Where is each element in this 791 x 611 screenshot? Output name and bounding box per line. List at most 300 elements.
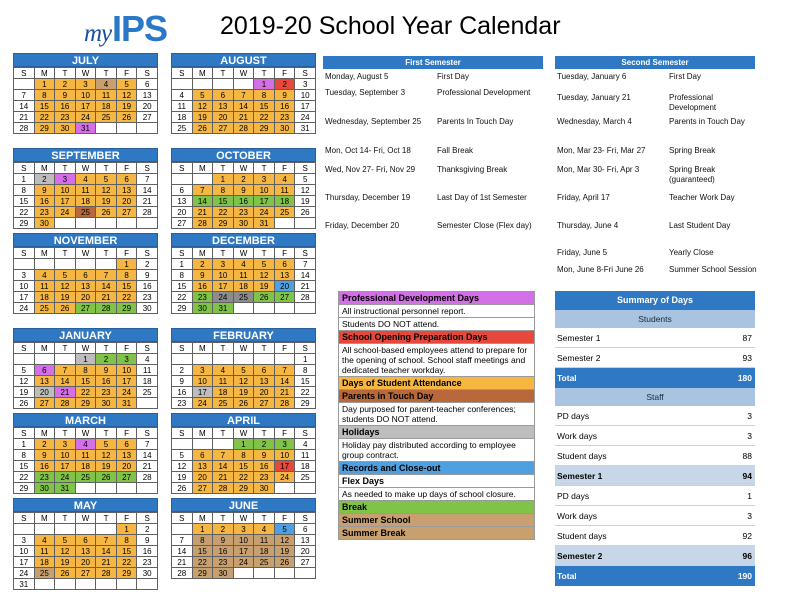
day-cell: 19 bbox=[295, 196, 316, 207]
event-date: Thursday, December 19 bbox=[325, 193, 411, 202]
day-cell: 20 bbox=[295, 546, 316, 557]
month-title: JULY bbox=[13, 53, 158, 67]
event-date: Friday, June 5 bbox=[557, 248, 608, 257]
day-cell: 4 bbox=[274, 174, 295, 185]
day-cell: 7 bbox=[192, 185, 213, 196]
students-label: Semester 2 bbox=[557, 353, 601, 363]
month-december bbox=[171, 233, 316, 314]
day-cell: 29 bbox=[213, 218, 234, 229]
day-cell: 12 bbox=[96, 185, 117, 196]
day-cell: 24 bbox=[116, 387, 137, 398]
day-cell: 30 bbox=[34, 218, 55, 229]
day-cell: 29 bbox=[116, 568, 137, 579]
weekday-header: S bbox=[172, 163, 193, 174]
event-date: Mon, Oct 14- Fri, Oct 18 bbox=[325, 146, 411, 155]
day-cell: 15 bbox=[116, 281, 137, 292]
day-cell: 11 bbox=[274, 185, 295, 196]
grand-total-label: Total bbox=[557, 571, 577, 581]
day-cell: 14 bbox=[172, 546, 193, 557]
month-title: OCTOBER bbox=[171, 148, 316, 162]
day-cell: 22 bbox=[75, 387, 96, 398]
day-cell: 8 bbox=[14, 450, 35, 461]
grand-total-row bbox=[555, 566, 755, 586]
weekday-header: S bbox=[137, 513, 158, 524]
students-total-label: Total bbox=[557, 373, 577, 383]
day-cell: 10 bbox=[116, 365, 137, 376]
month-june bbox=[171, 498, 316, 579]
event-name: Spring Break bbox=[669, 146, 716, 155]
day-cell: 14 bbox=[137, 185, 158, 196]
weekday-header: F bbox=[274, 248, 295, 259]
day-cell: 13 bbox=[274, 270, 295, 281]
weekday-header: S bbox=[172, 428, 193, 439]
day-cell: 20 bbox=[192, 472, 213, 483]
weekday-header: F bbox=[274, 513, 295, 524]
day-cell: 2 bbox=[233, 174, 254, 185]
day-cell bbox=[254, 354, 275, 365]
weekday-header: S bbox=[295, 163, 316, 174]
day-cell: 10 bbox=[55, 450, 76, 461]
day-cell: 19 bbox=[96, 196, 117, 207]
day-cell bbox=[55, 579, 76, 590]
day-cell: 30 bbox=[233, 218, 254, 229]
day-cell: 31 bbox=[213, 303, 234, 314]
event-name: Parents In Touch Day bbox=[437, 117, 514, 126]
day-cell bbox=[96, 259, 117, 270]
weekday-header: M bbox=[34, 513, 55, 524]
month-title: APRIL bbox=[171, 413, 316, 427]
day-cell: 15 bbox=[213, 196, 234, 207]
day-cell: 25 bbox=[34, 303, 55, 314]
day-cell: 27 bbox=[172, 218, 193, 229]
day-cell: 8 bbox=[172, 270, 193, 281]
day-cell bbox=[233, 79, 254, 90]
day-cell bbox=[116, 218, 137, 229]
day-cell bbox=[96, 218, 117, 229]
day-cell: 6 bbox=[192, 450, 213, 461]
day-cell: 28 bbox=[213, 483, 234, 494]
day-cell bbox=[34, 354, 55, 365]
weekday-header: S bbox=[14, 343, 35, 354]
day-cell: 1 bbox=[172, 259, 193, 270]
day-cell bbox=[75, 524, 96, 535]
weekday-header: M bbox=[34, 343, 55, 354]
day-cell: 30 bbox=[254, 483, 275, 494]
day-cell: 19 bbox=[172, 472, 193, 483]
day-cell: 19 bbox=[55, 292, 76, 303]
event-name: Teacher Work Day bbox=[669, 193, 735, 202]
logo-my: my bbox=[84, 20, 112, 47]
day-cell: 29 bbox=[14, 483, 35, 494]
weekday-header: M bbox=[192, 513, 213, 524]
day-cell: 20 bbox=[172, 207, 193, 218]
day-cell: 15 bbox=[75, 376, 96, 387]
day-cell bbox=[34, 259, 55, 270]
day-cell: 29 bbox=[295, 398, 316, 409]
month-title: AUGUST bbox=[171, 53, 316, 67]
day-cell: 2 bbox=[96, 354, 117, 365]
weekday-header: T bbox=[254, 68, 275, 79]
day-cell: 19 bbox=[233, 387, 254, 398]
day-cell: 12 bbox=[55, 546, 76, 557]
day-cell: 1 bbox=[254, 79, 275, 90]
weekday-header: S bbox=[137, 163, 158, 174]
day-cell: 1 bbox=[116, 524, 137, 535]
day-cell bbox=[274, 303, 295, 314]
day-cell: 13 bbox=[172, 196, 193, 207]
day-cell: 8 bbox=[14, 185, 35, 196]
day-cell bbox=[172, 354, 193, 365]
legend-key: Flex Days bbox=[338, 475, 535, 488]
weekday-header: S bbox=[14, 68, 35, 79]
first-semester-header: First Semester bbox=[323, 56, 543, 69]
day-cell: 31 bbox=[295, 123, 316, 134]
day-cell: 5 bbox=[96, 439, 117, 450]
day-cell: 21 bbox=[96, 292, 117, 303]
staff-semester2-item-row bbox=[555, 526, 755, 546]
event-name: Fall Break bbox=[437, 146, 474, 155]
weekday-header: T bbox=[96, 163, 117, 174]
day-cell: 3 bbox=[274, 439, 295, 450]
day-cell: 27 bbox=[295, 557, 316, 568]
month-february bbox=[171, 328, 316, 409]
weekday-header: S bbox=[14, 163, 35, 174]
day-cell: 27 bbox=[137, 112, 158, 123]
day-cell: 3 bbox=[116, 354, 137, 365]
day-cell: 9 bbox=[192, 270, 213, 281]
day-cell: 23 bbox=[172, 398, 193, 409]
weekday-header: W bbox=[75, 68, 96, 79]
month-title: JANUARY bbox=[13, 328, 158, 342]
day-cell: 11 bbox=[34, 546, 55, 557]
day-cell: 5 bbox=[192, 90, 213, 101]
day-cell: 3 bbox=[213, 259, 234, 270]
day-cell: 24 bbox=[192, 398, 213, 409]
weekday-header: W bbox=[75, 428, 96, 439]
day-cell: 9 bbox=[254, 450, 275, 461]
day-cell bbox=[295, 218, 316, 229]
day-cell: 4 bbox=[96, 79, 117, 90]
day-cell bbox=[34, 579, 55, 590]
staff-semester1-item-row bbox=[555, 446, 755, 466]
weekday-header: T bbox=[55, 68, 76, 79]
event-name: Semester Close (Flex day) bbox=[437, 221, 532, 230]
students-label: Semester 1 bbox=[557, 333, 601, 343]
weekday-header: S bbox=[14, 513, 35, 524]
day-cell: 25 bbox=[75, 207, 96, 218]
event-name: Thanksgiving Break bbox=[437, 165, 508, 174]
day-cell: 4 bbox=[75, 439, 96, 450]
month-title: JUNE bbox=[171, 498, 316, 512]
weekday-header: M bbox=[34, 163, 55, 174]
day-cell: 6 bbox=[75, 270, 96, 281]
weekday-header: W bbox=[233, 428, 254, 439]
day-cell bbox=[137, 218, 158, 229]
legend-description: Students DO NOT attend. bbox=[338, 318, 535, 331]
weekday-header: W bbox=[75, 343, 96, 354]
day-cell: 12 bbox=[14, 376, 35, 387]
day-cell: 28 bbox=[14, 123, 35, 134]
day-cell bbox=[96, 483, 117, 494]
month-november bbox=[13, 233, 158, 314]
day-cell bbox=[14, 524, 35, 535]
month-title: NOVEMBER bbox=[13, 233, 158, 247]
day-cell: 30 bbox=[213, 568, 234, 579]
month-may bbox=[13, 498, 158, 590]
day-cell: 24 bbox=[233, 557, 254, 568]
day-cell: 18 bbox=[75, 461, 96, 472]
day-cell bbox=[55, 218, 76, 229]
day-cell: 29 bbox=[192, 568, 213, 579]
day-cell: 25 bbox=[295, 472, 316, 483]
weekday-header: T bbox=[254, 428, 275, 439]
day-cell: 25 bbox=[75, 472, 96, 483]
weekday-header: S bbox=[295, 248, 316, 259]
staff-semester1-item-label: Student days bbox=[557, 451, 607, 461]
day-cell: 21 bbox=[295, 281, 316, 292]
day-cell: 23 bbox=[233, 207, 254, 218]
weekday-header: W bbox=[233, 513, 254, 524]
weekday-header: S bbox=[14, 428, 35, 439]
legend bbox=[338, 291, 535, 540]
day-cell bbox=[75, 218, 96, 229]
day-cell: 25 bbox=[96, 112, 117, 123]
day-cell: 19 bbox=[14, 387, 35, 398]
weekday-header: F bbox=[116, 163, 137, 174]
weekday-header: F bbox=[116, 248, 137, 259]
day-cell: 21 bbox=[55, 387, 76, 398]
day-cell: 23 bbox=[34, 472, 55, 483]
day-cell: 21 bbox=[137, 461, 158, 472]
students-value: 93 bbox=[742, 353, 752, 363]
weekday-header: M bbox=[34, 428, 55, 439]
day-cell: 31 bbox=[14, 579, 35, 590]
event-date: Thursday, June 4 bbox=[557, 221, 619, 230]
staff-semester1-item-value: 3 bbox=[747, 411, 752, 421]
day-cell: 13 bbox=[213, 101, 234, 112]
day-cell: 18 bbox=[233, 281, 254, 292]
day-cell: 8 bbox=[254, 90, 275, 101]
day-cell: 13 bbox=[254, 376, 275, 387]
day-cell: 15 bbox=[192, 546, 213, 557]
day-cell: 4 bbox=[75, 174, 96, 185]
day-cell: 21 bbox=[274, 387, 295, 398]
month-title: SEPTEMBER bbox=[13, 148, 158, 162]
staff-semester2-item-value: 1 bbox=[747, 491, 752, 501]
day-cell: 9 bbox=[213, 535, 234, 546]
day-cell: 12 bbox=[96, 450, 117, 461]
day-cell: 17 bbox=[55, 196, 76, 207]
event-date: Mon, June 8-Fri June 26 bbox=[557, 265, 644, 274]
month-title: DECEMBER bbox=[171, 233, 316, 247]
day-cell: 6 bbox=[75, 535, 96, 546]
day-cell bbox=[137, 579, 158, 590]
staff-semester1-label: Semester 1 bbox=[557, 471, 603, 481]
legend-key: School Opening Preparation Days bbox=[338, 331, 535, 344]
day-cell: 31 bbox=[55, 483, 76, 494]
day-cell: 6 bbox=[295, 524, 316, 535]
day-cell: 14 bbox=[55, 376, 76, 387]
day-cell: 4 bbox=[213, 365, 234, 376]
weekday-header: W bbox=[75, 513, 96, 524]
day-cell bbox=[172, 174, 193, 185]
day-cell bbox=[96, 123, 117, 134]
day-cell: 26 bbox=[14, 398, 35, 409]
page-title: 2019-20 School Year Calendar bbox=[220, 12, 561, 40]
day-cell: 22 bbox=[295, 387, 316, 398]
weekday-header: T bbox=[96, 513, 117, 524]
legend-key: Break bbox=[338, 501, 535, 514]
day-cell: 5 bbox=[274, 524, 295, 535]
event-date: Wednesday, September 25 bbox=[325, 117, 422, 126]
day-cell bbox=[96, 524, 117, 535]
day-cell: 1 bbox=[192, 524, 213, 535]
day-cell: 16 bbox=[192, 281, 213, 292]
day-cell: 14 bbox=[274, 376, 295, 387]
day-cell: 30 bbox=[192, 303, 213, 314]
weekday-header: W bbox=[233, 163, 254, 174]
day-cell: 7 bbox=[137, 439, 158, 450]
day-cell: 5 bbox=[55, 535, 76, 546]
day-cell bbox=[55, 524, 76, 535]
weekday-header: M bbox=[34, 248, 55, 259]
day-cell: 13 bbox=[137, 90, 158, 101]
day-cell: 1 bbox=[213, 174, 234, 185]
day-cell: 24 bbox=[254, 207, 275, 218]
day-cell: 24 bbox=[75, 112, 96, 123]
day-cell: 24 bbox=[14, 568, 35, 579]
weekday-header: F bbox=[274, 163, 295, 174]
weekday-header: S bbox=[172, 68, 193, 79]
event-name: First Day bbox=[437, 72, 469, 81]
day-cell bbox=[274, 483, 295, 494]
day-cell: 20 bbox=[254, 387, 275, 398]
weekday-header: T bbox=[213, 68, 234, 79]
day-cell: 20 bbox=[116, 461, 137, 472]
legend-key: Parents in Touch Day bbox=[338, 390, 535, 403]
day-cell bbox=[274, 568, 295, 579]
event-name: Yearly Close bbox=[669, 248, 714, 257]
staff-semester2-row bbox=[555, 546, 755, 566]
day-cell: 16 bbox=[274, 101, 295, 112]
day-cell: 6 bbox=[172, 185, 193, 196]
students-row bbox=[555, 348, 755, 368]
day-cell: 28 bbox=[233, 123, 254, 134]
day-cell bbox=[295, 303, 316, 314]
day-cell: 4 bbox=[254, 524, 275, 535]
day-cell: 9 bbox=[172, 376, 193, 387]
weekday-header: T bbox=[55, 428, 76, 439]
day-cell: 21 bbox=[172, 557, 193, 568]
day-cell bbox=[233, 303, 254, 314]
day-cell: 16 bbox=[172, 387, 193, 398]
day-cell: 11 bbox=[96, 90, 117, 101]
day-cell: 17 bbox=[75, 101, 96, 112]
day-cell: 27 bbox=[75, 568, 96, 579]
day-cell: 12 bbox=[295, 185, 316, 196]
day-cell: 27 bbox=[116, 207, 137, 218]
day-cell: 21 bbox=[192, 207, 213, 218]
weekday-header: F bbox=[116, 343, 137, 354]
day-cell: 7 bbox=[233, 90, 254, 101]
day-cell: 9 bbox=[34, 185, 55, 196]
weekday-header: S bbox=[14, 248, 35, 259]
day-cell: 11 bbox=[75, 450, 96, 461]
day-cell: 3 bbox=[55, 174, 76, 185]
weekday-header: F bbox=[274, 68, 295, 79]
staff-semester1-item-row bbox=[555, 406, 755, 426]
weekday-header: T bbox=[55, 513, 76, 524]
day-cell bbox=[96, 579, 117, 590]
weekday-header: T bbox=[55, 343, 76, 354]
day-cell: 2 bbox=[34, 439, 55, 450]
day-cell: 18 bbox=[75, 196, 96, 207]
day-cell: 10 bbox=[254, 185, 275, 196]
weekday-header: M bbox=[192, 68, 213, 79]
day-cell: 20 bbox=[75, 292, 96, 303]
day-cell: 5 bbox=[295, 174, 316, 185]
day-cell: 18 bbox=[295, 461, 316, 472]
day-cell: 27 bbox=[192, 483, 213, 494]
day-cell: 2 bbox=[34, 174, 55, 185]
day-cell: 23 bbox=[274, 112, 295, 123]
day-cell: 22 bbox=[116, 292, 137, 303]
day-cell: 26 bbox=[295, 207, 316, 218]
day-cell: 22 bbox=[116, 557, 137, 568]
day-cell: 15 bbox=[14, 196, 35, 207]
day-cell: 24 bbox=[274, 472, 295, 483]
day-cell: 18 bbox=[34, 292, 55, 303]
day-cell: 25 bbox=[254, 557, 275, 568]
day-cell: 23 bbox=[192, 292, 213, 303]
day-cell: 17 bbox=[295, 101, 316, 112]
day-cell: 20 bbox=[274, 281, 295, 292]
weekday-header: T bbox=[213, 513, 234, 524]
day-cell: 17 bbox=[213, 281, 234, 292]
day-cell: 28 bbox=[55, 398, 76, 409]
day-cell: 7 bbox=[295, 259, 316, 270]
event-name: Professional Development bbox=[669, 93, 717, 112]
day-cell bbox=[254, 568, 275, 579]
day-cell: 27 bbox=[34, 398, 55, 409]
day-cell: 8 bbox=[192, 535, 213, 546]
day-cell: 13 bbox=[295, 535, 316, 546]
day-cell: 31 bbox=[75, 123, 96, 134]
day-cell: 6 bbox=[116, 174, 137, 185]
weekday-header: S bbox=[137, 248, 158, 259]
day-cell: 17 bbox=[192, 387, 213, 398]
day-cell: 1 bbox=[116, 259, 137, 270]
day-cell: 2 bbox=[254, 439, 275, 450]
day-cell: 17 bbox=[14, 292, 35, 303]
day-cell: 26 bbox=[55, 303, 76, 314]
event-date: Friday, April 17 bbox=[557, 193, 610, 202]
day-cell: 27 bbox=[274, 292, 295, 303]
day-cell: 22 bbox=[213, 207, 234, 218]
day-cell bbox=[274, 218, 295, 229]
day-cell: 1 bbox=[75, 354, 96, 365]
day-cell: 1 bbox=[295, 354, 316, 365]
day-cell: 28 bbox=[96, 303, 117, 314]
day-cell: 22 bbox=[14, 207, 35, 218]
day-cell: 6 bbox=[116, 439, 137, 450]
day-cell: 23 bbox=[213, 557, 234, 568]
day-cell bbox=[14, 354, 35, 365]
day-cell: 6 bbox=[137, 79, 158, 90]
day-cell: 10 bbox=[295, 90, 316, 101]
day-cell: 30 bbox=[34, 483, 55, 494]
day-cell: 20 bbox=[34, 387, 55, 398]
